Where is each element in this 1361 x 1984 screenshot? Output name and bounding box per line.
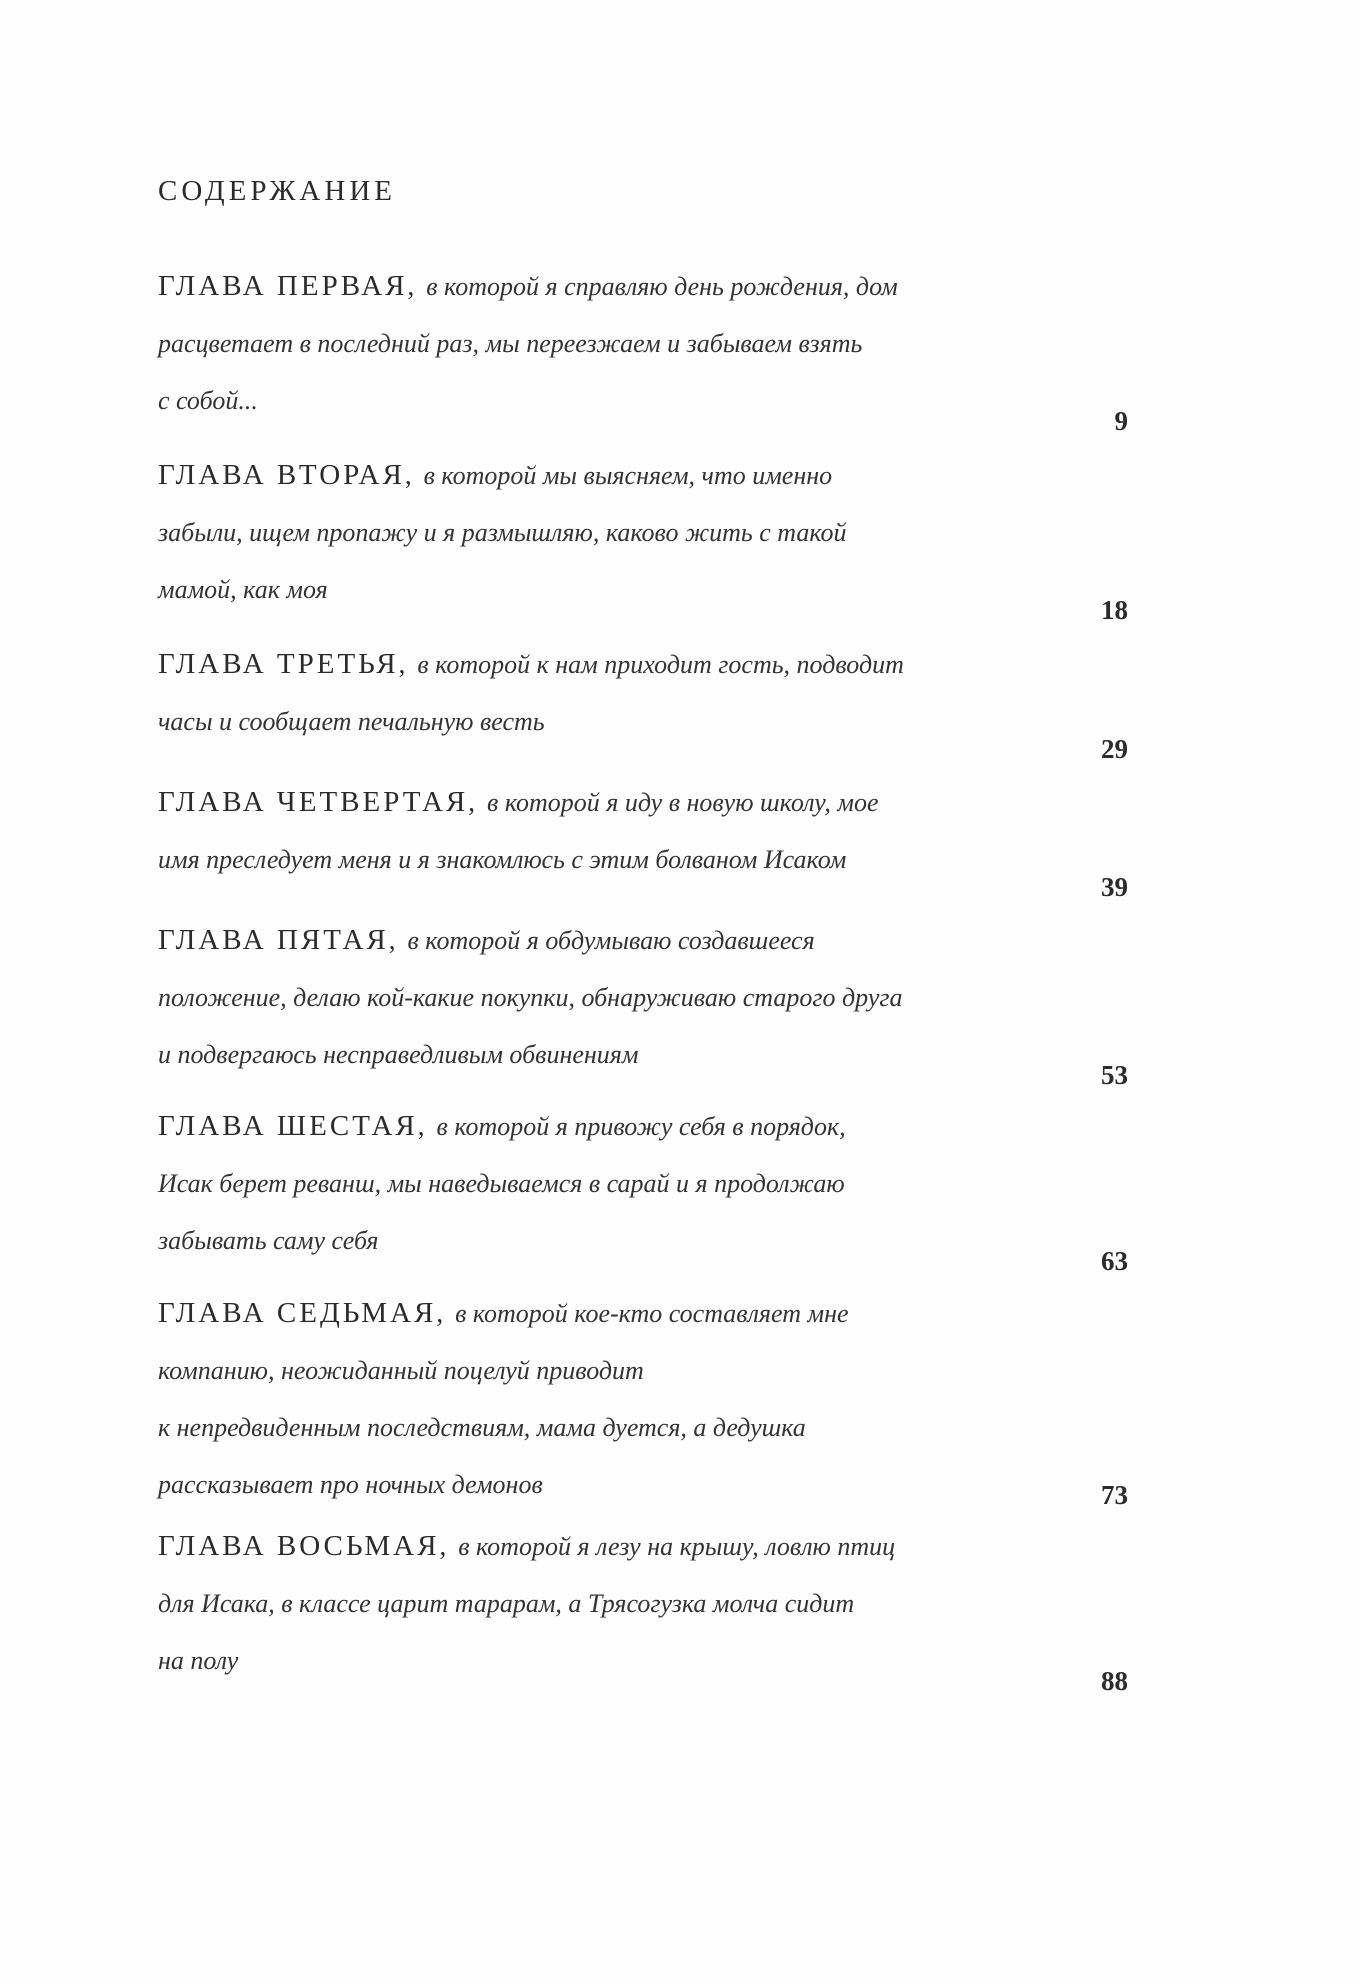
- chapter-description: Исак берет реванш, мы наведываемся в сарай и я продолжаю: [158, 1169, 845, 1198]
- toc-entry[interactable]: ГЛАВА ВОСЬМАЯ, в которой я лезу на крышу, ловлю птиц для Исака, в классе царит тарарам, а Трясогузка молча сидит на полу 88: [158, 1530, 1128, 1696]
- chapter-description: рассказывает про ночных демонов: [158, 1470, 543, 1499]
- page-number: 9: [1114, 406, 1128, 436]
- chapter-description: в которой я справляю день рождения, дом: [426, 272, 898, 301]
- chapter-title: ГЛАВА ТРЕТЬЯ: [158, 648, 399, 680]
- toc-entry[interactable]: ГЛАВА ПЕРВАЯ, в которой я справляю день рождения, дом расцветает в последний раз, мы переезжаем и забываем взять с собой... 9: [158, 270, 1128, 436]
- chapter-title: ГЛАВА ВОСЬМАЯ: [158, 1530, 440, 1562]
- toc-entry[interactable]: ГЛАВА ШЕСТАЯ, в которой я привожу себя в порядок, Исак берет реванш, мы наведываемся в сарай и я продолжаю забывать саму себя 63: [158, 1110, 1128, 1276]
- chapter-title: ГЛАВА СЕДЬМАЯ: [158, 1297, 437, 1329]
- chapter-description: мамой, как моя: [158, 575, 328, 604]
- chapter-description: и подвергаюсь несправедливым обвинениям: [158, 1040, 639, 1069]
- toc-entry[interactable]: ГЛАВА ЧЕТВЕРТАЯ, в которой я иду в новую школу, мое имя преследует меня и я знакомлюсь с этим болваном Исаком 39: [158, 786, 1128, 902]
- chapter-title: ГЛАВА ПЯТАЯ: [158, 924, 389, 956]
- chapter-title: ГЛАВА ПЕРВАЯ: [158, 270, 408, 302]
- chapter-description: в которой я иду в новую школу, мое: [487, 788, 879, 817]
- chapter-description: часы и сообщает печальную весть: [158, 707, 545, 736]
- chapter-description: к непредвиденным последствиям, мама дуется, а дедушка: [158, 1413, 806, 1442]
- page-title: СОДЕРЖАНИЕ: [158, 175, 396, 207]
- chapter-description: в которой мы выясняем, что именно: [423, 461, 833, 490]
- toc-entry[interactable]: ГЛАВА ВТОРАЯ, в которой мы выясняем, что именно забыли, ищем пропажу и я размышляю, каково жить с такой мамой, как моя 18: [158, 459, 1128, 625]
- chapter-description: для Исака, в классе царит тарарам, а Трясогузка молча сидит: [158, 1589, 855, 1618]
- page-number: 63: [1101, 1246, 1128, 1276]
- chapter-description: на полу: [158, 1646, 239, 1675]
- page-number: 39: [1101, 872, 1128, 902]
- chapter-description: с собой...: [158, 386, 258, 415]
- chapter-title: ГЛАВА ШЕСТАЯ: [158, 1110, 418, 1142]
- chapter-description: имя преследует меня и я знакомлюсь с этим болваном Исаком: [158, 845, 847, 874]
- chapter-description: забывать саму себя: [158, 1226, 379, 1255]
- chapter-title: ГЛАВА ЧЕТВЕРТАЯ: [158, 786, 469, 818]
- chapter-description: расцветает в последний раз, мы переезжаем и забываем взять: [158, 329, 863, 358]
- chapter-description: в которой к нам приходит гость, подводит: [417, 650, 904, 679]
- chapter-description: в которой кое-кто составляет мне: [455, 1299, 849, 1328]
- toc-entry[interactable]: ГЛАВА СЕДЬМАЯ, в которой кое-кто составляет мне компанию, неожиданный поцелуй приводит к непредвиденным последствиям, мама дуется, а дедушка рассказывает про ночных демонов 73: [158, 1297, 1128, 1510]
- toc-entry[interactable]: ГЛАВА ПЯТАЯ, в которой я обдумываю создавшееся положение, делаю кой-какие покупки, обнаруживаю старого друга и подвергаюсь несправедливым обвинениям 53: [158, 924, 1128, 1090]
- page-number: 53: [1101, 1060, 1128, 1090]
- table-of-contents: [158, 0, 1128, 1984]
- page-number: 88: [1101, 1666, 1128, 1696]
- chapter-description: положение, делаю кой-какие покупки, обнаруживаю старого друга: [158, 983, 903, 1012]
- chapter-title: ГЛАВА ВТОРАЯ: [158, 459, 405, 491]
- chapter-description: в которой я лезу на крышу, ловлю птиц: [458, 1532, 896, 1561]
- toc-entry[interactable]: ГЛАВА ТРЕТЬЯ, в которой к нам приходит гость, подводит часы и сообщает печальную весть 29: [158, 648, 1128, 764]
- page-number: 73: [1101, 1480, 1128, 1510]
- chapter-description: в которой я привожу себя в порядок,: [436, 1112, 846, 1141]
- page-number: 29: [1101, 734, 1128, 764]
- chapter-description: забыли, ищем пропажу и я размышляю, каково жить с такой: [158, 518, 847, 547]
- chapter-description: в которой я обдумываю создавшееся: [407, 926, 815, 955]
- chapter-description: компанию, неожиданный поцелуй приводит: [158, 1356, 644, 1385]
- page-number: 18: [1101, 595, 1128, 625]
